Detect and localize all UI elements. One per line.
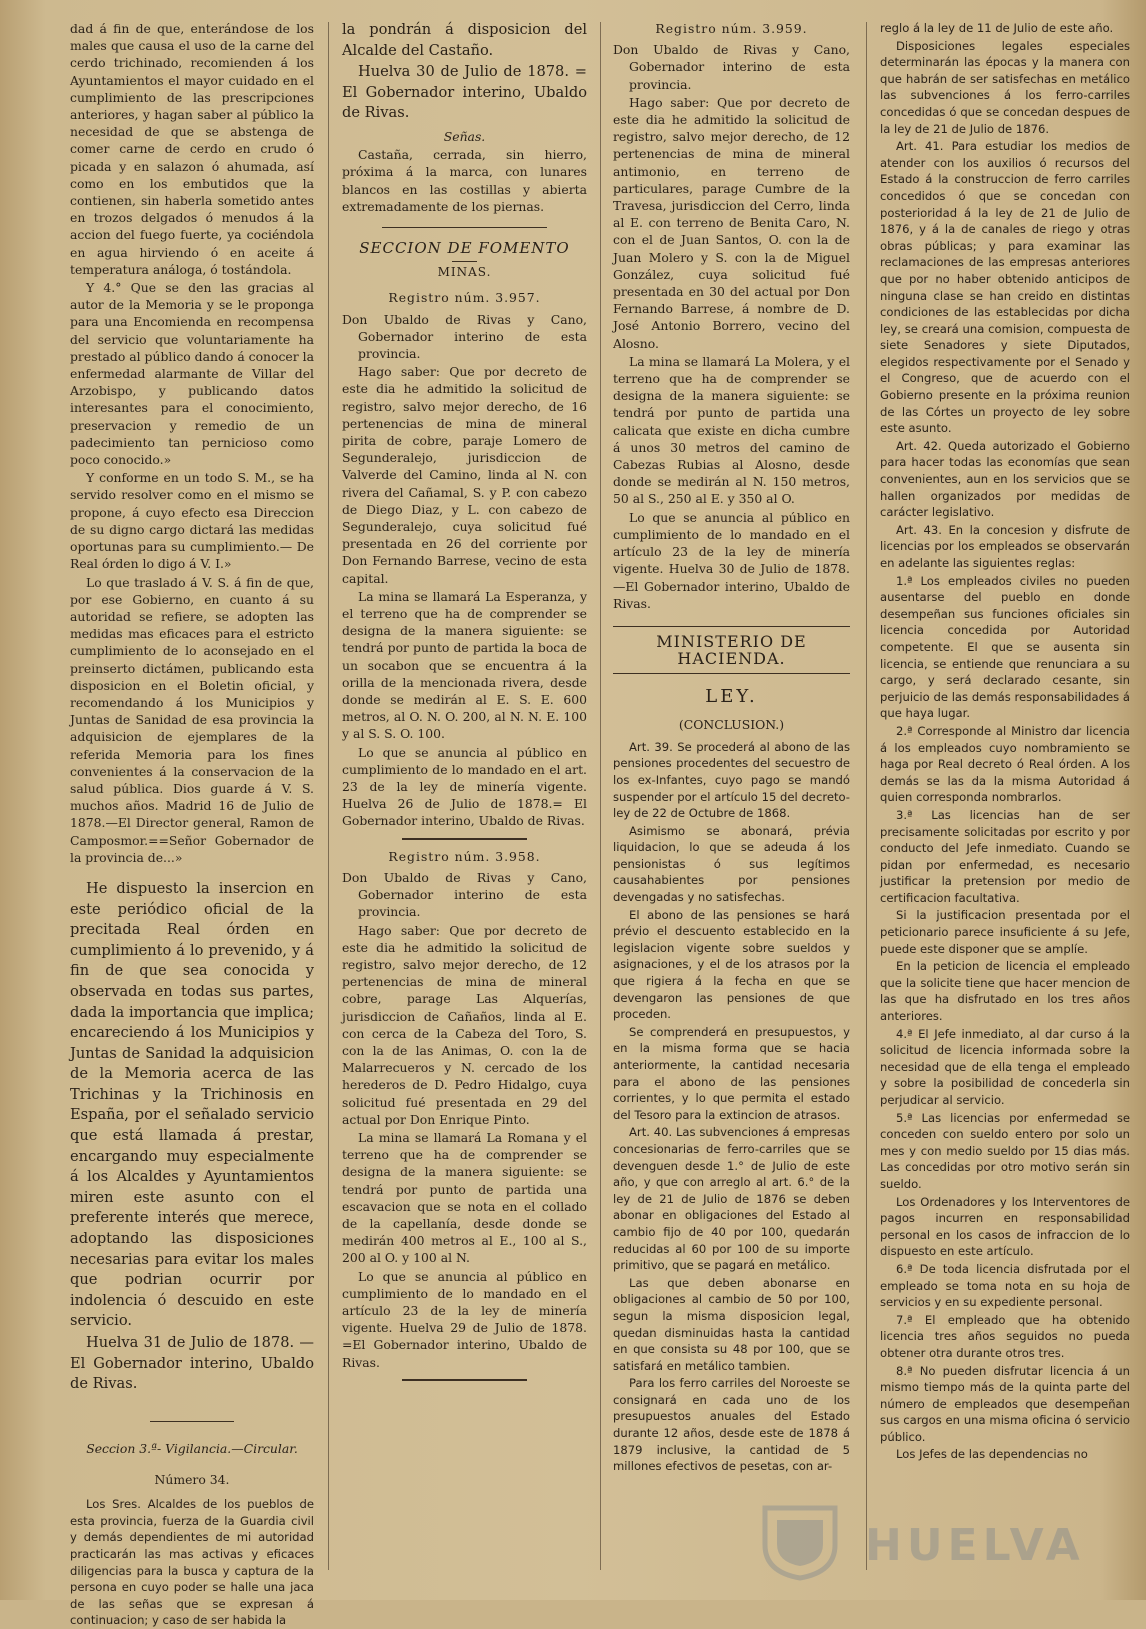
rule-item: 6.ª De toda licencia disfrutada por el empleado se toma nota en su hoja de servicios y en su expediente personal. [880,1261,1130,1310]
registro-number: Registro núm. 3.958. [388,848,541,864]
paragraph: Hago saber: Que por decreto de este dia he admitido la solicitud de registro, salvo mejor derecho, de 16 pertenencias de mina de mineral pirita de cobre, paraje Lomero de Segunderalejo, jurisdiccion de Valverde del Camino, linda al N. con rivera del Cañamal, S. y P. con cabezo de Diego Diaz, y L. con cabezo de Segunderalejo, cuya solicitud fué presentada en 26 del corriente por Don Fernando Barrese, vecino de esta capital. [342,364,587,586]
governor-header: Don Ubaldo de Rivas y Cano, Gobernador interino de esta provincia. [342,869,587,920]
rule-item: En la peticion de licencia el empleado que la solicite tiene que hacer mencion de las que ha disfrutado en los tres años anteriores. [880,959,1130,1024]
paragraph: Lo que se anuncia al público en cumplimiento de lo mandado en el art. 23 de la ley de minería vigente. Huelva 26 de Julio de 1878.= El Gobernador interino, Ubaldo de Rivas. [342,744,587,829]
paragraph: La mina se llamará La Romana y el terreno que ha de comprender se designa de la manera siguiente: se tendrá por punto de partida una escavacion que se nota en el collado de la capellanía, desde donde se medirán 400 metros al E., 100 al S., 200 al O. y 100 al N. [342,1129,587,1266]
column-2 [342,20,587,1590]
watermark-text: HUELVA [865,1520,1085,1571]
rule-item: 2.ª Corresponde al Ministro dar licencia á los empleados cuyo nombramiento se haga por Real decreto ó Real órden. A los demás se las da la misma Autoridad á quien corresponda nombrarlos. [880,723,1130,805]
column-3 [613,20,850,1590]
article: Asimismo se abonará, prévia liquidacion, lo que se adeuda á los pensionistas ó sus legítimos causahabientes por pensiones devengadas y no satisfechas. [613,823,850,905]
column-rule [866,22,867,1570]
paragraph: Lo que traslado á V. S. á fin de que, por ese Gobierno, en cuanto á su autoridad se refiere, se adopten las medidas mas eficaces para el estricto cumplimiento de lo aconsejado en el preinserto dictámen, publicando esta disposicion en el Boletin oficial, y recomendando á los Municipios y Juntas de Sanidad de esa provincia la adquisicion de ejemplares de la referida Memoria para los fines convenientes á la conservacion de la salud pública. Dios guarde á V. S. muchos años. Madrid 16 de Julio de 1878.—El Director general, Ramon de Camposmor.==Señor Gobernador de la provincia de...» [70,574,314,865]
registro-number: Registro núm. 3.957. [388,290,541,306]
subsection-heading: MINAS. [437,265,492,280]
rule-item: 4.ª El Jefe inmediato, al dar curso á la solicitud de licencia informada sobre la necesidad que de ella tenga el empleado y sobre la posibilidad de concederla sin perjudicar al servicio. [880,1026,1130,1107]
rule-item: 8.ª No pueden disfrutar licencia á un mismo tiempo más de la quinta parte del número de empleados que desempeñan sus cargos en una misma oficina ó servicio público. [880,1363,1130,1444]
rule-item: 7.ª El empleado que ha obtenido licencia tres años seguidos no pueda obtener otra durante otros tres. [880,1312,1130,1360]
governor-header: Don Ubaldo de Rivas y Cano, Gobernador interino de esta provincia. [342,311,587,361]
section-heading: Seccion 3.ª- Vigilancia.—Circular. [86,1440,298,1456]
paragraph: Castaña, cerrada, sin hierro, próxima á la marca, con lunares blancos en las costillas y abierta extremadamente de los piernas. [342,147,587,214]
paragraph: Y conforme en un todo S. M., se ha servido resolver como en el mismo se propone, á cuyo efecto esa Direccion de su digno cargo dictará las medidas oportunas para su cumplimiento.— De Real órden lo digo á V. I.» [70,470,314,572]
signature: Huelva 31 de Julio de 1878. —El Gobernador interino, Ubaldo de Rivas. [70,1334,314,1393]
divider [402,1379,527,1381]
paragraph: Los Sres. Alcaldes de los pueblos de esta provincia, fuerza de la Guardia civil y demás dependientes de mi autoridad practicarán las mas activas y eficaces diligencias para la busca y captura de la persona en cuyo poder se halle una jaca de las señas que se expresan á continuacion; y caso de ser habida la [70,1497,314,1628]
rule-item: Los Ordenadores y los Interventores de pagos incurren en responsabilidad personal en los casos de infraccion de lo dispuesto en este artículo. [880,1194,1130,1259]
article: reglo á la ley de 11 de Julio de este año. [880,21,1114,35]
rule-item: 1.ª Los empleados civiles no pueden ausentarse del pueblo en donde desempeñan sus funciones oficiales sin licencia concedida por Autoridad competente. El que se ausenta sin licencia, se entiende que renunciara a su cargo, y será declarado cesante, sin perjuicio de las demás responsabilidades á que haya lugar. [880,573,1130,721]
conclusion-label: (CONCLUSION.) [678,716,785,732]
senas-title: Señas. [443,128,486,144]
circular-number: Número 34. [154,1472,230,1487]
rule-item: Los Jefes de las dependencias no [896,1447,1088,1462]
paragraph: La mina se llamará La Molera, y el terreno que ha de comprender se designa de la manera siguiente: se tendrá por punto de partida una calicata que existe en dicha cumbre á unos 30 metros del camino de Cabezas Rubias al Alosno, desde donde se medirán al N. 150 metros, 50 al S., 250 al E. y 350 al O. [613,353,850,507]
registro-number: Registro núm. 3.959. [655,21,808,36]
rule-item: 5.ª Las licencias por enfermedad se conceden con sueldo entero por solo un mes y con medio sueldo por 15 dias más. Las concedidas por otro motivo serán sin sueldo. [880,1110,1130,1191]
paragraph: Y 4.° Que se den las gracias al autor de la Memoria y se le proponga para una Encomienda en recompensa del servicio que voluntariamente ha prestado al público dando á conocer la enfermedad alarmante de Villar del Arzobispo, y publicando datos interesantes para el conocimiento, preservacion y remedio de un padecimiento tan pernicioso como poco conocido.» [70,280,314,468]
column-rule [328,22,329,1570]
rule-item: Si la justificacion presentada por el peticionario parece insuficiente á su Jefe, puede este disponer que se amplíe. [880,908,1130,956]
article: Art. 40. Las subvenciones á empresas concesionarias de ferro-carriles que se devenguen desde 1.° de Julio de este año, y que con arreglo al art. 6.° de la ley de 21 de Julio de 1876 se deben abonar en obligaciones del Estado al cambio fijo de 40 por 100, quedarán reducidas al 60 por 100 de su importe primitivo, que se pagará en metálico. [613,1125,850,1273]
article: Art. 39. Se procederá al abono de las pensiones procedentes del secuestro de los ex-Infantes, cuyo pago se mandó suspender por el artículo 15 del decreto-ley de 22 de Octubre de 1868. [613,739,850,821]
law-heading: LEY. [705,686,758,708]
article: Art. 41. Para estudiar los medios de atender con los auxilios ó recursos del Estado á la construccion de ferro carriles concedidos ó que se concedan con posterioridad á la ley de 21 de Julio de 1876, y á la de canales de riego y otras obras públicas; y para examinar las reclamaciones de las empresas anteriores que por no haber obtenido anticipos de ninguna clase se han creido en distintas condiciones de las establecidas por dicha ley, se creará una comision, compuesta de siete Senadores y siete Diputados, elegidos respectivamente por el Senado y el Congreso, que de acuerdo con el Gobierno presente en la próxima reunion de las Córtes un proyecto de ley sobre este asunto. [880,139,1130,436]
signature: Huelva 30 de Julio de 1878. = El Gobernador interino, Ubaldo de Rivas. [342,63,587,122]
article: Se comprenderá en presupuestos, y en la misma forma que se hacia anteriormente, la cantidad necesaria para el abono de las pensiones corrientes, y lo que permita el estado del Tesoro para la extincion de atrasos. [613,1024,850,1122]
article: El abono de las pensiones se hará prévio el descuento establecido en la legislacion vigente sobre sueldos y asignaciones, y el de los atrasos por la que rigiera á la fecha en que se devengaron las pensiones de que proceden. [613,907,850,1022]
ministry-heading: MINISTERIO DE HACIENDA. [613,626,850,674]
paragraph: La mina se llamará La Esperanza, y el terreno que ha de comprender se designa de la manera siguiente: se tendrá por punto de partida la boca de un socabon que se encuentra á la orilla de la mencionada rivera, desde donde se medirán al E. S. E. 600 metros, al O. N. O. 200, al N. N. E. 100 y al S. S. O. 100. [342,588,587,742]
paragraph: dad á fin de que, enterándose de los males que causa el uso de la carne del cerdo trichinado, recomienden á los Ayuntamientos el mayor cuidado en el cumplimiento de las prescripciones anteriores, y hagan saber al público la necesidad de que se abstenga de comer carne de cerdo en crudo ó picada y en salazon ó ahumada, así como en los embutidos que la contienen, sin haberla sometido antes en trozos delgados ó menudos á la accion del fuego fuerte, ya cociéndola en agua hirviendo ó en aceite á temperatura análoga, ó tostándola. [70,21,314,277]
article: Art. 42. Queda autorizado el Gobierno para hacer todas las economías que sean convenientes, aun en los servicios que se hallen organizados por medidas de carácter legislativo. [880,438,1130,520]
article: Disposiciones legales especiales determinarán las épocas y la manera con que habrán de ser satisfechas en metálico las subvenciones á los ferro-carriles concedidas ó que se concedan despues de la ley de 21 de Julio de 1876. [880,38,1130,136]
governor-header: Don Ubaldo de Rivas y Cano, Gobernador interino de esta provincia. [613,42,850,92]
paragraph: la pondrán á disposicion del Alcalde del Castaño. [342,21,587,59]
column-1 [70,20,314,1628]
article: Para los ferro carriles del Noroeste se consignará en cada uno de los presupuestos anuales del Estado durante 12 años, desde este de 1878 á 1879 inclusive, la cantidad de 5 millones efectivos de pesetas, con ar- [613,1376,850,1474]
paragraph: Lo que se anuncia al público en cumplimiento de lo mandado en el artículo 23 de la ley de minería vigente. Huelva 30 de Julio de 1878. —El Gobernador interino, Ubaldo de Rivas. [613,509,850,611]
divider [382,227,547,228]
column-4 [880,20,1130,1590]
divider [402,838,527,840]
paragraph: Hago saber: Que por decreto de este dia he admitido la solicitud de registro, salvo mejor derecho, de 12 pertenencias de mina de mineral cobre, parage Las Alquerías, jurisdiccion de Cañaños, linda al E. con cerca de la Cabeza del Toro, S. con la de las Animas, O. con la de Malarrecueros y N. cercado de los herederos de D. Pedro Hidalgo, cuya solicitud fué presentada en 29 del actual por Don Enrique Pinto. [342,922,587,1127]
rule-item: 3.ª Las licencias han de ser precisamente solicitadas por escrito y por conducto del Jefe inmediato. Cuando se pidan por enfermedad, es necesario justificar la pretension por medio de certificacion facultativa. [880,807,1130,905]
column-rule [600,22,601,1570]
paragraph: Lo que se anuncia al público en cumplimiento de lo mandado en el artículo 23 de la ley de minería vigente. Huelva 29 de Julio de 1878. =El Gobernador interino, Ubaldo de Rivas. [342,1268,587,1370]
paragraph: Hago saber: Que por decreto de este dia he admitido la solicitud de registro, salvo mejor derecho, de 12 pertenencias de mina de mineral antimonio, en terreno de particulares, parage Cumbre de la Travesa, jurisdiccion del Cerro, linda al E. con terreno de Benita Caro, N. con el de Juan Santos, O. con la de Juan Molero y S. con la de Miguel González, cuya solicitud fué presentada en 30 del actual por Don Fernando Barrese, á nombre de D. José Antonio Borrero, vecino del Alosno. [613,94,850,351]
article: Las que deben abonarse en obligaciones al cambio de 50 por 100, segun la misma disposicion legal, quedan disminuidas hasta la cantidad en que consista su 48 por 100, que se satisfará en metálico tambien. [613,1275,850,1373]
section-heading: SECCION DE FOMENTO [359,238,570,257]
article: Art. 43. En la concesion y disfrute de licencias por los empleados se observarán en adelante las siguientes reglas: [880,522,1130,570]
divider [150,1421,234,1422]
divider [452,261,477,262]
paragraph: He dispuesto la insercion en este periódico oficial de la precitada Real órden en cumplimiento á lo prevenido, y á fin de que sea conocida y observada en todas sus partes, dada la importancia que implica; encareciendo á los Municipios y Juntas de Sanidad la adquisicion de la Memoria acerca de las Trichinas y la Trichinosis en España, por el señalado servicio que está llamada á prestar, encargando muy especialmente á los Alcaldes y Ayuntamientos miren este asunto con el preferente interés que merece, adoptando las disposiciones necesarias para evitar los males que podrian ocurrir por indolencia ó descuido en este servicio. [70,879,314,1330]
